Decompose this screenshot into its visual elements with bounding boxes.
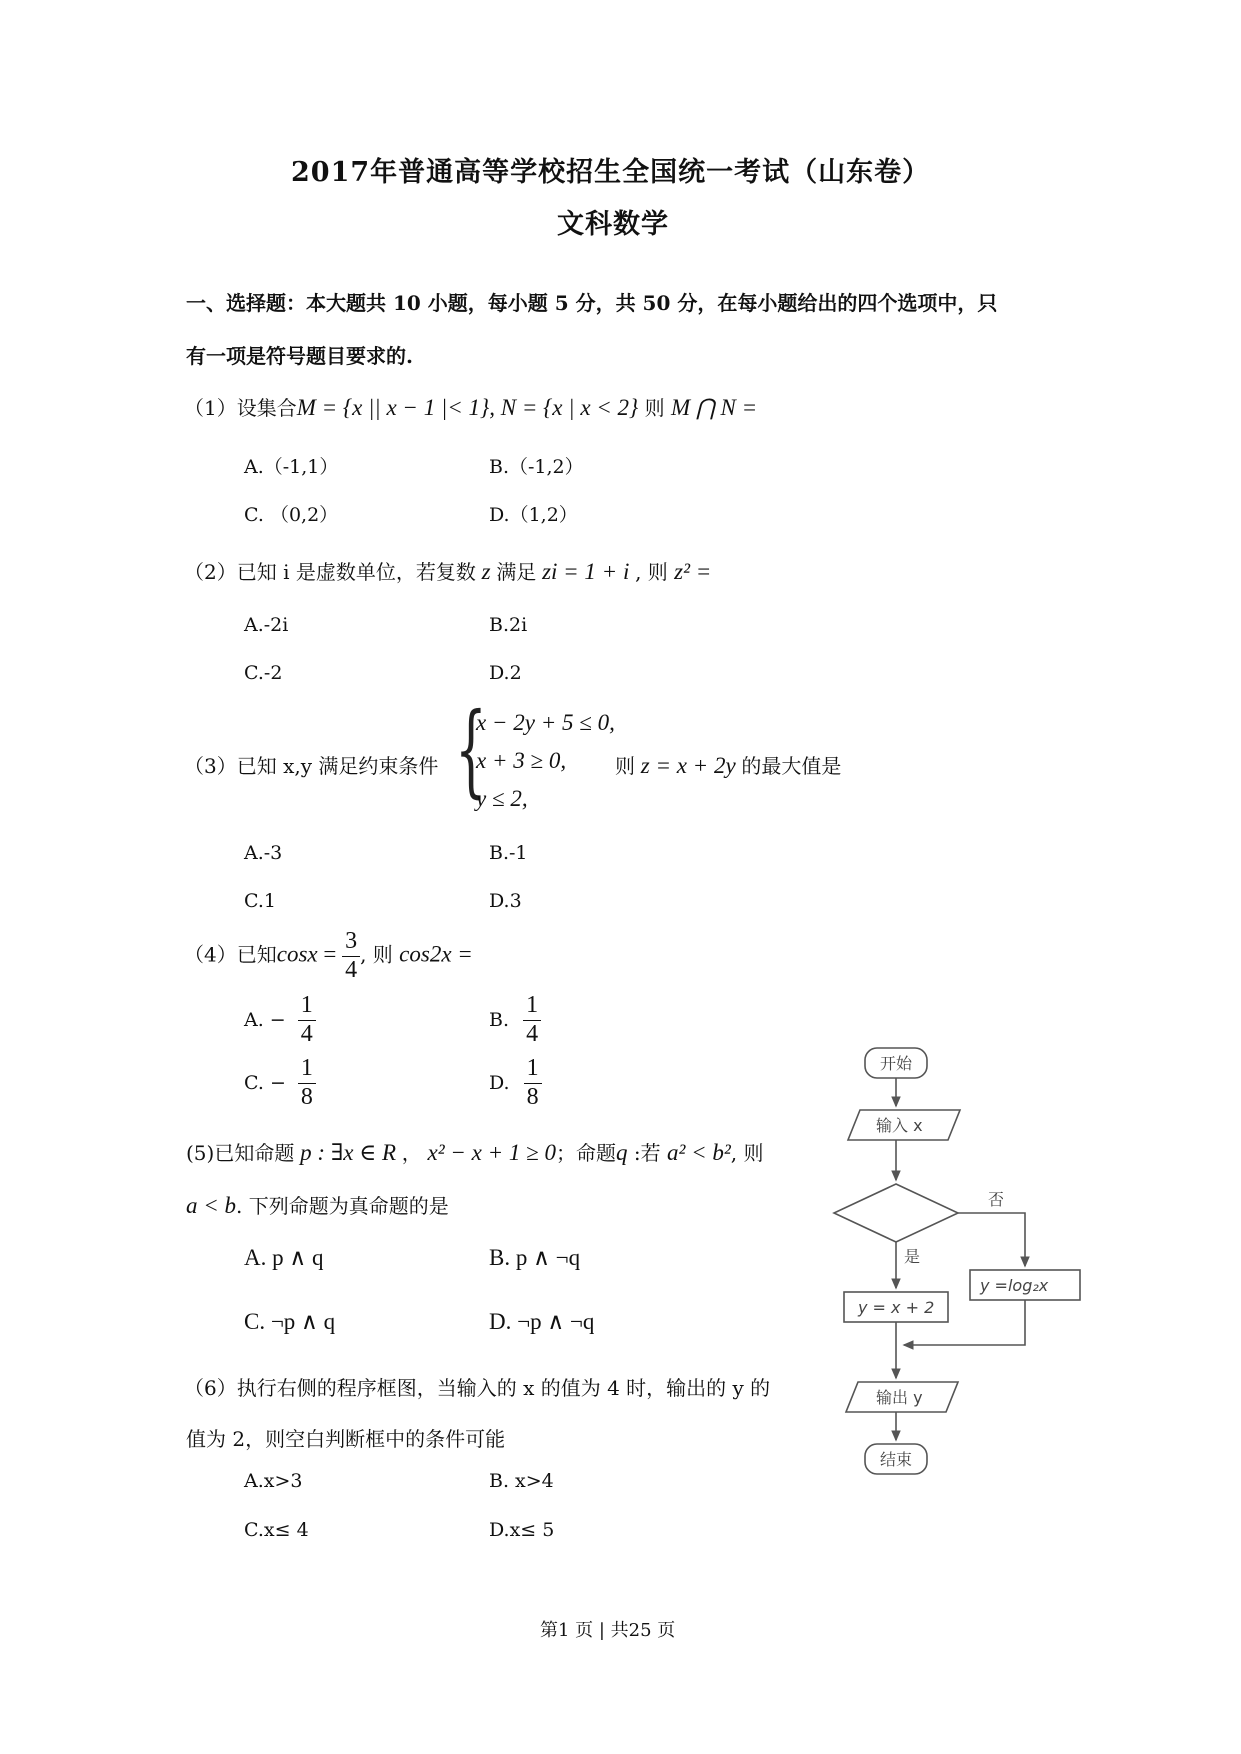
math-expression: cos2x = (399, 941, 473, 967)
question-text: 执行右侧的程序框图，当输入的 x 的值为 4 时，输出的 y 的 (236, 1376, 771, 1400)
q6-option-c: C.x≤ 4 (244, 1519, 309, 1541)
q4-option-a (244, 992, 316, 1048)
q1-option-c: C. （0,2） (244, 504, 339, 526)
question-text: ， (401, 1141, 422, 1165)
question-6-line2: 值为 2，则空白判断框中的条件可能 (186, 1427, 506, 1451)
fraction-numerator: 1 (298, 992, 316, 1021)
question-text: 已知 (236, 942, 277, 967)
fraction (298, 992, 316, 1048)
flow-arrow-no (958, 1213, 1025, 1266)
constraint-line: x + 3 ≥ 0, (476, 748, 567, 773)
math-expression: x² − x + 1 ≥ 0 (421, 1140, 556, 1165)
question-text: 则 (638, 396, 671, 420)
q4-option-d (489, 1055, 542, 1111)
math-expression: a² < b² (666, 1140, 731, 1165)
q5-option-a: A. p ∧ q (244, 1245, 324, 1270)
math-expression: M ⋂ N = (670, 395, 758, 420)
q1-option-b: B.（-1,2） (489, 456, 584, 478)
q3-option-c: C.1 (244, 890, 276, 912)
fraction-denominator: 4 (300, 1020, 313, 1047)
math-expression: cosx (276, 941, 318, 967)
right-process-label: y =log₂x (980, 1276, 1049, 1295)
question-text: 的最大值是 (741, 754, 842, 778)
math-expression: p : ∃x ∈ R (294, 1140, 402, 1165)
option-label: D. (489, 1072, 510, 1095)
question-text: ；命题 (556, 1141, 616, 1165)
math-expression: q (616, 1140, 628, 1165)
fraction (298, 1055, 316, 1111)
fraction-numerator: 1 (298, 1055, 316, 1084)
question-text: 满足 (496, 560, 537, 584)
q6-option-a: A.x>3 (244, 1470, 303, 1492)
option-label: C. − (244, 1072, 286, 1095)
left-process-label: y = x + 2 (858, 1298, 935, 1317)
question-number: （4） (184, 942, 237, 967)
q3-option-a: A.-3 (244, 842, 283, 864)
exam-title: 2017年普通高等学校招生全国统一考试（山东卷） (291, 157, 931, 188)
yes-label: 是 (904, 1247, 921, 1266)
fraction-numerator: 1 (524, 1055, 542, 1084)
end-label: 结束 (880, 1450, 913, 1469)
question-5-line2 (186, 1190, 449, 1219)
q1-option-d: D.（1,2） (489, 504, 578, 526)
question-1 (184, 392, 757, 421)
constraint-line: y ≤ 2, (476, 786, 528, 811)
q2-option-a: A.-2i (244, 614, 289, 636)
question-text: . 下列命题为真命题的是 (236, 1194, 449, 1218)
question-text: 已知 x,y 满足约束条件 (236, 754, 439, 778)
question-text: 已知 i 是虚数单位，若复数 (236, 560, 476, 584)
question-text: 已知命题 (214, 1141, 295, 1165)
fraction-denominator: 8 (526, 1083, 539, 1110)
input-label: 输入 x (876, 1116, 923, 1135)
section-header-line2: 有一项是符号题目要求的. (186, 344, 413, 368)
question-4 (184, 928, 473, 984)
exam-subtitle: 文科数学 (557, 209, 669, 240)
constraint-system (476, 704, 615, 818)
q1-option-a: A.（-1,1） (244, 456, 339, 478)
start-label: 开始 (880, 1054, 913, 1073)
program-flowchart (820, 1040, 1090, 1490)
q2-option-b: B.2i (489, 614, 528, 636)
q5-option-c: C. ¬p ∧ q (244, 1309, 336, 1334)
math-expression: zi = 1 + i (536, 559, 636, 584)
question-text: , 则 (635, 560, 675, 584)
math-expression: M = {x || x − 1 |< 1}, N = {x | x < 2} (296, 395, 639, 420)
fraction-denominator: 8 (300, 1083, 313, 1110)
q2-option-d: D.2 (489, 662, 522, 684)
fraction-denominator: 4 (526, 1020, 539, 1047)
question-5-line1 (186, 1137, 763, 1166)
question-6-line1 (184, 1372, 770, 1401)
q4-option-c (244, 1055, 316, 1111)
section-header-line1: 一、选择题：本大题共 10 小题，每小题 5 分，共 50 分，在每小题给出的四个选项中，只 (186, 291, 998, 315)
q2-option-c: C.-2 (244, 662, 283, 684)
option-label: A. − (244, 1009, 286, 1032)
q3-option-d: D.3 (489, 890, 522, 912)
question-text: 设集合 (236, 396, 297, 420)
system-brace: { (455, 691, 487, 808)
question-text: , 则 (730, 1141, 764, 1165)
fraction-denominator: 4 (345, 956, 358, 983)
question-number: （6） (184, 1376, 237, 1400)
constraint-line: x − 2y + 5 ≤ 0, (476, 710, 615, 735)
decision-diamond (834, 1184, 958, 1242)
fraction-numerator: 3 (342, 928, 360, 957)
q5-option-d: D. ¬p ∧ ¬q (489, 1309, 595, 1334)
output-label: 输出 y (876, 1388, 923, 1407)
q6-option-d: D.x≤ 5 (489, 1519, 555, 1541)
fraction-numerator: 1 (523, 992, 541, 1021)
question-3-suffix (615, 750, 841, 779)
math-expression: z² = (674, 559, 712, 584)
question-number: （2） (184, 560, 237, 584)
math-expression: z = x + 2y (635, 753, 742, 778)
question-3-prefix (184, 750, 438, 779)
fraction (524, 1055, 542, 1111)
question-number: (5) (186, 1141, 215, 1165)
question-text: 则 (615, 754, 635, 778)
question-number: （1） (184, 396, 237, 420)
q6-option-b: B. x>4 (489, 1470, 554, 1492)
math-expression: = (317, 941, 343, 967)
page-footer: 第1 页 | 共25 页 (540, 1620, 676, 1641)
fraction (523, 992, 541, 1048)
q4-option-b (489, 992, 541, 1048)
q3-option-b: B.-1 (489, 842, 528, 864)
no-label: 否 (988, 1190, 1005, 1209)
option-label: B. (489, 1009, 510, 1032)
question-2 (184, 556, 711, 585)
q5-option-b: B. p ∧ ¬q (489, 1245, 581, 1270)
math-expression: a < b (186, 1193, 237, 1218)
math-expression: z (475, 559, 497, 584)
question-text: :若 (627, 1141, 667, 1165)
question-text: , 则 (360, 942, 400, 967)
question-number: （3） (184, 754, 237, 778)
fraction (342, 928, 360, 984)
